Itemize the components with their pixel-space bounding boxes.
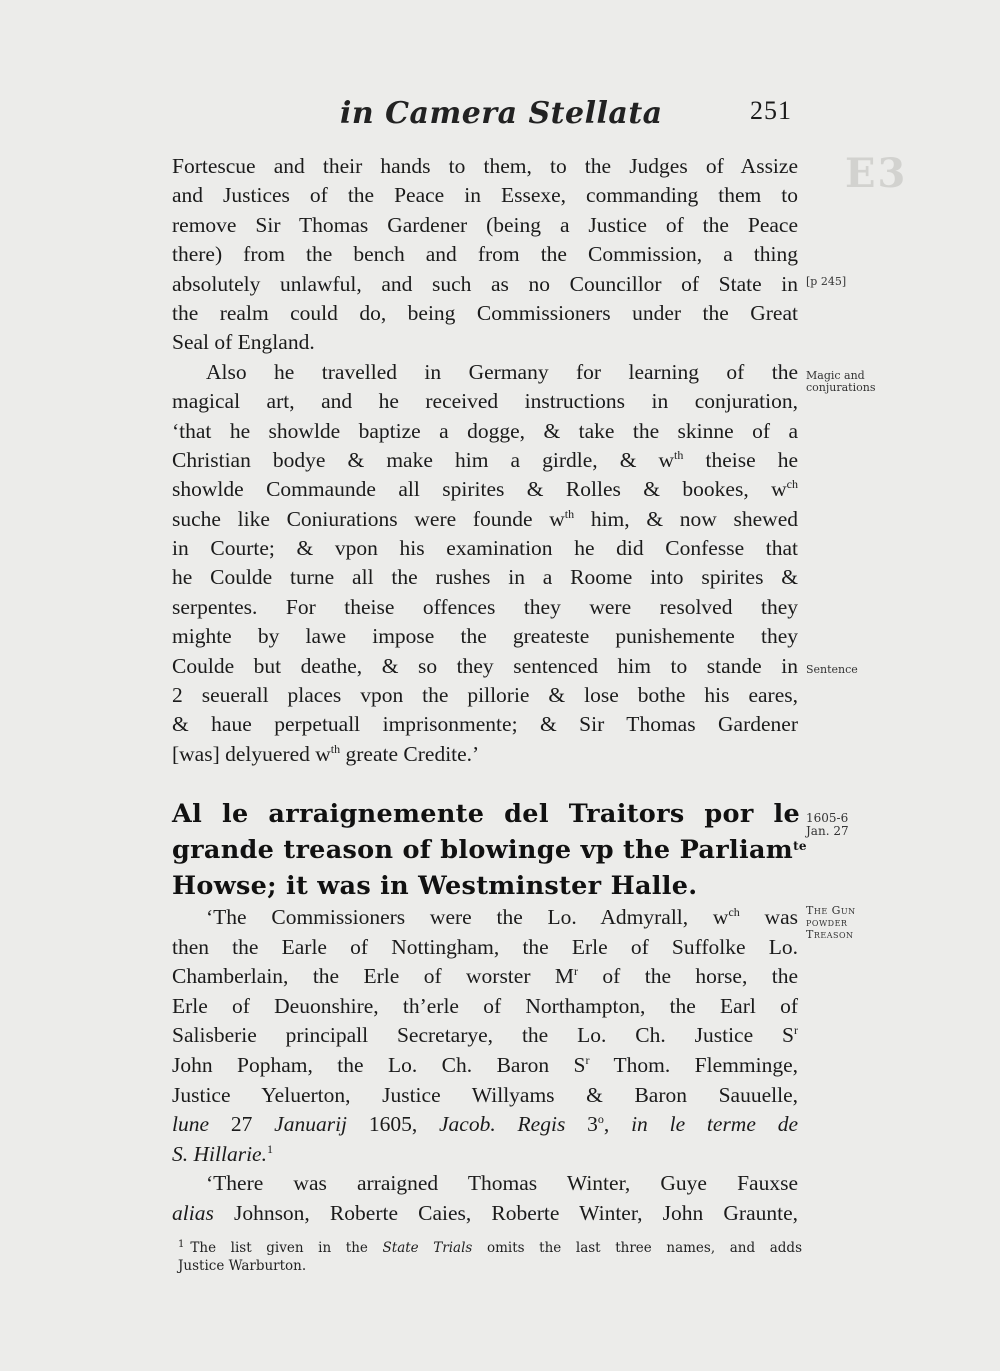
text-line: in Courte; & vpon his examination he did Confesse that: [172, 536, 798, 561]
text-run: in le terme de: [631, 1112, 798, 1137]
text-line: Erle of Deuonshire, th’erle of Northampton, the Earl of: [172, 993, 798, 1018]
footnote-line: [178, 1239, 802, 1257]
text-run: alias: [172, 1200, 214, 1225]
footnote-ref: 1: [266, 1141, 273, 1156]
heading-line: Howse; it was in Westminster Halle.: [172, 871, 698, 901]
text-line: [172, 446, 798, 475]
text-run: State Trials: [382, 1240, 473, 1256]
main-text-block: [172, 152, 798, 769]
margin-note-page-ref: [p 245]: [806, 275, 847, 288]
text-run: The list given in the: [190, 1240, 383, 1256]
margin-note-line: 1605-6: [806, 811, 849, 825]
text-line: [172, 505, 798, 534]
text-run: S. Hillarie.: [172, 1141, 267, 1166]
page-number: 251: [750, 96, 792, 125]
text-line: [172, 903, 798, 933]
section-heading: [172, 796, 807, 904]
text-run: grande treason of blowinge vp the Parliam: [172, 835, 794, 865]
text-line: Seal of England.: [172, 330, 315, 355]
text-run: ,: [603, 1112, 632, 1137]
text-run: 1605,: [347, 1112, 440, 1137]
superscript: th: [674, 447, 684, 462]
text-run: him, & now shewed: [574, 506, 798, 531]
superscript: r: [585, 1052, 590, 1067]
text-line: ‘There was arraigned Thomas Winter, Guye Fauxse: [206, 1171, 798, 1196]
text-line: then the Earle of Nottingham, the Erle of Suffolke Lo.: [172, 934, 798, 959]
heading-line: Al le arraignemente del Traitors por le: [172, 799, 800, 829]
text-line: 2 seuerall places vpon the pillorie & lose bothe his eares,: [172, 683, 798, 708]
text-run: Jacob. Regis: [439, 1112, 566, 1137]
margin-note-magic: [806, 370, 875, 394]
margin-note-line: Jan. 27: [806, 824, 849, 838]
footnote-mark: 1: [178, 1239, 185, 1250]
text-run: greate Credite.’: [340, 741, 480, 766]
margin-note-line: conjurations: [806, 381, 876, 394]
text-run: 3: [565, 1112, 598, 1137]
text-line: and Justices of the Peace in Essexe, commanding them to: [172, 183, 798, 208]
text-run: Christian bodye & make him a girdle, & w: [172, 447, 675, 472]
text-line: he Coulde turne all the rushes in a Roome into spirites &: [172, 565, 798, 590]
text-line: absolutely unlawful, and such as no Councillor of State in: [172, 271, 798, 296]
margin-note-line: Magic and: [806, 369, 865, 382]
running-title: in Camera Stellata: [340, 96, 663, 131]
text-run: [was] delyuered w: [172, 741, 331, 766]
superscript: r: [794, 1023, 798, 1038]
text-line: Coulde but deathe, & so they sentenced him to stande in: [172, 653, 798, 678]
text-line: the realm could do, being Commissioners under the Great: [172, 300, 798, 325]
margin-note-line: powder: [806, 916, 848, 929]
text-line: [172, 1051, 798, 1081]
text-run: lune: [172, 1112, 210, 1137]
superscript: te: [793, 839, 807, 853]
text-run: theise he: [683, 447, 798, 472]
superscript: r: [574, 964, 579, 979]
margin-note-gunpowder: [806, 905, 856, 941]
page-header: [172, 96, 792, 136]
margin-note-date: [806, 812, 849, 838]
text-run: of the horse, the: [578, 964, 798, 989]
text-line: Fortescue and their hands to them, to the Judges of Assize: [172, 154, 798, 178]
text-line: magical art, and he received instructions in conjuration,: [172, 389, 798, 414]
text-run: suche like Coniurations were founde w: [172, 506, 565, 531]
margin-note-line: The Gun: [806, 904, 856, 917]
text-line: [172, 475, 798, 504]
text-line: [172, 1140, 798, 1170]
text-line: Also he travelled in Germany for learning of the: [206, 359, 798, 384]
text-run: Johnson, Roberte Caies, Roberte Winter, John Graunte,: [213, 1200, 798, 1225]
text-line: & haue perpetuall imprisonmente; & Sir Thomas Gardener: [172, 712, 798, 737]
footnote-line: Justice Warburton.: [178, 1258, 307, 1274]
footnote: [178, 1239, 802, 1275]
margin-note-line: Treason: [806, 928, 854, 941]
superscript: th: [564, 506, 575, 521]
superscript: ch: [786, 477, 798, 492]
text-line: [172, 962, 798, 992]
text-run: Chamberlain, the Erle of worster M: [172, 964, 575, 989]
text-line: [172, 1199, 798, 1229]
text-line: serpentes. For theise offences they were resolved they: [172, 594, 798, 619]
superscript: th: [330, 741, 341, 756]
main-text-block-2: [172, 903, 798, 1229]
text-line: mighte by lawe impose the greateste punishemente they: [172, 624, 798, 649]
text-line: ‘that he showlde baptize a dogge, & take the skinne of a: [172, 418, 798, 443]
text-line: remove Sir Thomas Gardener (being a Justice of the Peace: [172, 212, 798, 237]
text-run: John Popham, the Lo. Ch. Baron S: [172, 1052, 586, 1077]
text-run: omits the last three names, and adds: [472, 1240, 803, 1256]
heading-line: [172, 832, 807, 868]
text-line: there) from the bench and from the Commission, a thing: [172, 242, 798, 267]
text-run: Thom. Flemminge,: [589, 1052, 798, 1077]
superscript: ch: [728, 905, 740, 919]
text-run: ‘The Commissioners were the Lo. Admyrall, w: [206, 905, 729, 929]
text-run: showlde Commaunde all spirites & Rolles & bookes, w: [172, 477, 787, 502]
text-run: Januarij: [274, 1112, 348, 1137]
bleed-through-text: E3: [845, 150, 908, 197]
text-line: [172, 740, 798, 769]
text-run: was: [739, 905, 798, 929]
margin-note-sentence: Sentence: [806, 663, 858, 676]
text-line: Justice Yeluerton, Justice Willyams & Baron Sauuelle,: [172, 1082, 798, 1107]
text-run: 27: [209, 1112, 275, 1137]
text-line: [172, 1110, 798, 1140]
text-run: Salisberie principall Secretarye, the Lo. Ch. Justice S: [172, 1023, 794, 1048]
text-line: [172, 1021, 798, 1051]
superscript: o: [597, 1112, 604, 1127]
